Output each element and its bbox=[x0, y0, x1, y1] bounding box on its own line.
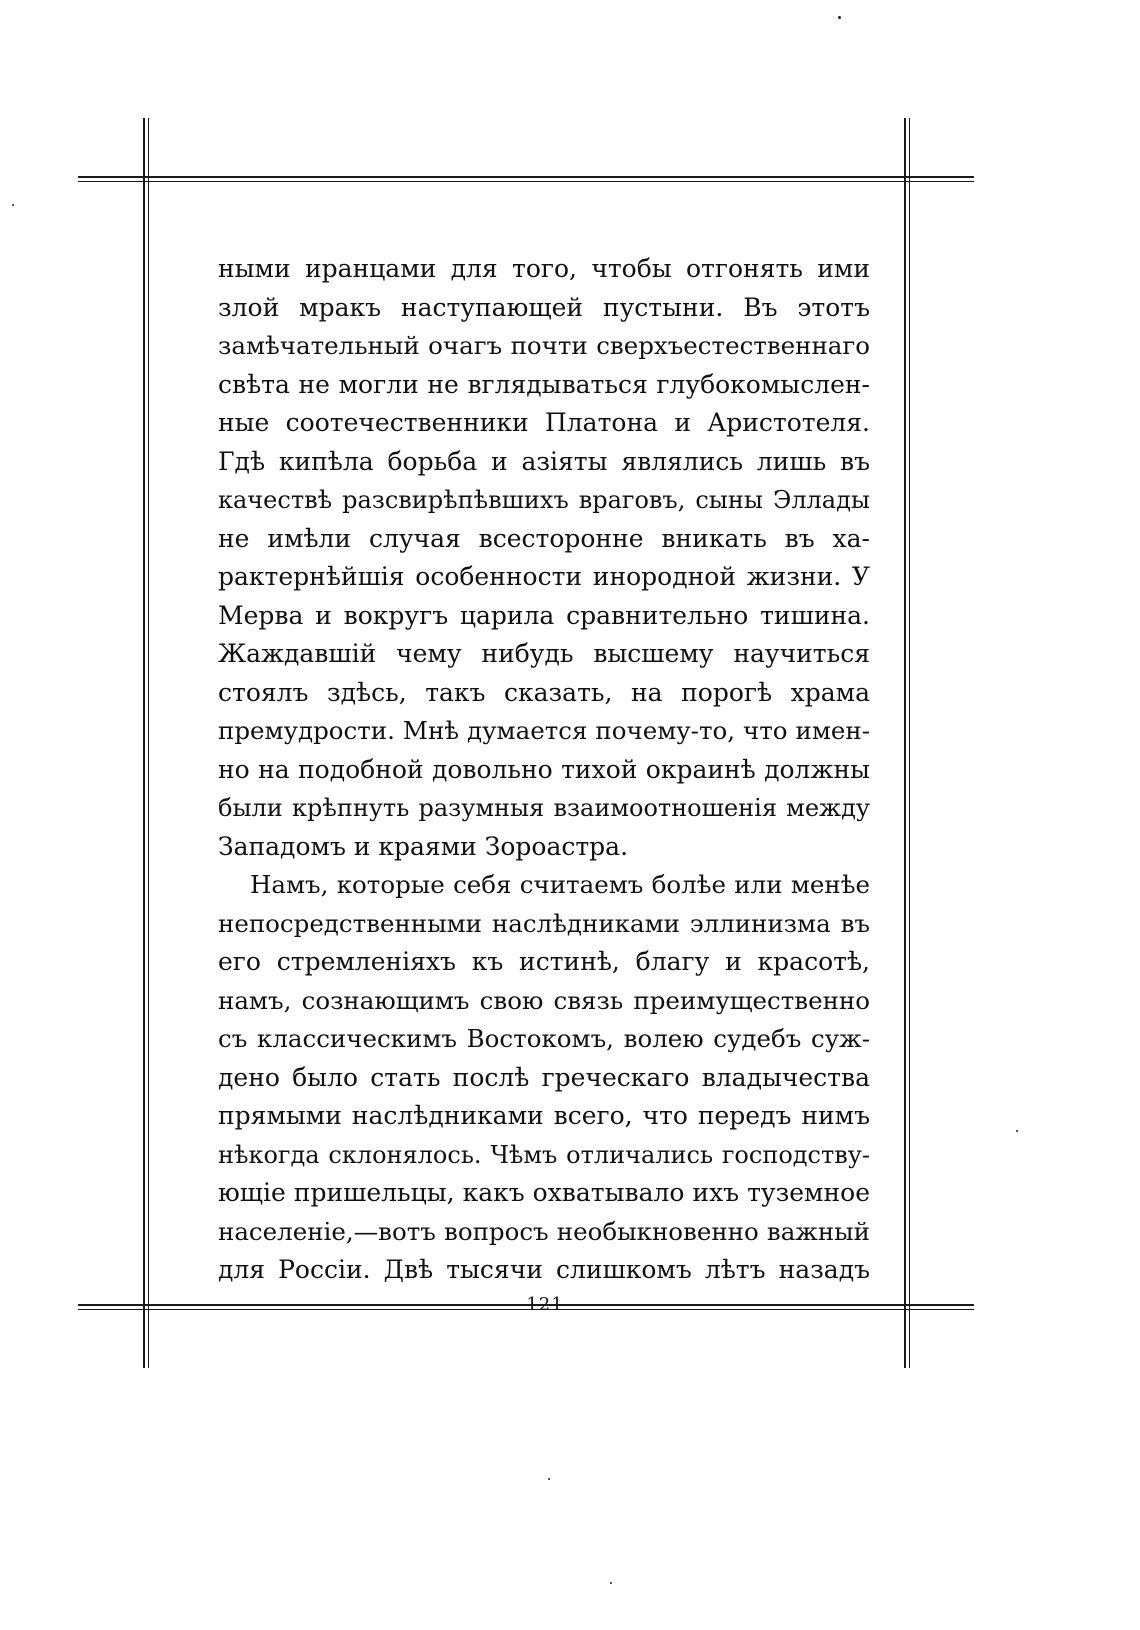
top-rule-outer bbox=[78, 176, 974, 178]
scan-speck bbox=[1016, 1130, 1018, 1132]
paragraph-2 bbox=[218, 866, 870, 1290]
text-line: дено было стать послѣ греческаго владычества bbox=[218, 1062, 870, 1092]
right-rule-outer bbox=[904, 118, 906, 1368]
scan-speck bbox=[548, 1478, 550, 1480]
text-line: Западомъ и краями Зороастра. bbox=[218, 831, 629, 861]
text-line: были крѣпнуть разумныя взаимоотношенія между bbox=[218, 794, 870, 822]
text-line: качествѣ разсвирѣпѣвшихъ враговъ, сыны Эллады bbox=[218, 486, 870, 514]
text-line: намъ, сознающимъ свою связь преимущественно bbox=[218, 985, 870, 1015]
text-line: но на подобной довольно тихой окраинѣ должны bbox=[218, 754, 870, 784]
top-rule-inner bbox=[78, 181, 974, 182]
text-line: свѣта не могли не вглядываться глубокомыслен- bbox=[218, 369, 870, 399]
text-line: премудрости. Мнѣ думается почему-то, что имен- bbox=[218, 716, 870, 745]
text-line: не имѣли случая всесторонне вникать въ ха- bbox=[218, 523, 870, 553]
text-line: злой мракъ наступающей пустыни. Въ этотъ bbox=[218, 292, 870, 322]
text-line: для Россіи. Двѣ тысячи слишкомъ лѣтъ назадъ bbox=[218, 1255, 870, 1284]
text-line: замѣчательный очагъ почти сверхъестественнаго bbox=[218, 331, 870, 360]
left-rule-inner bbox=[148, 118, 149, 1368]
text-line: нѣкогда склонялось. Чѣмъ отличались господству- bbox=[218, 1140, 870, 1169]
text-line: его стремленіяхъ къ истинѣ, благу и красотѣ, bbox=[218, 947, 870, 976]
left-rule-outer bbox=[143, 118, 145, 1368]
text-line: рактернѣйшія особенности инородной жизни. У bbox=[218, 562, 870, 591]
text-line: населеніе,—вотъ вопросъ необыкновенно важный bbox=[218, 1216, 870, 1246]
text-line: Мерва и вокругъ царила сравнительно тишина. bbox=[218, 600, 870, 630]
text-line: Гдѣ кипѣла борьба и азіяты являлись лишь въ bbox=[218, 446, 870, 476]
scan-speck bbox=[838, 16, 841, 19]
paragraph-1 bbox=[218, 250, 870, 866]
text-line: ющіе пришельцы, какъ охватывало ихъ туземное bbox=[218, 1178, 870, 1207]
text-line: непосредственными наслѣдниками эллинизма въ bbox=[218, 908, 870, 938]
body-text bbox=[218, 250, 870, 1290]
page-number: 121 bbox=[526, 1294, 564, 1315]
text-line: стоялъ здѣсь, такъ сказать, на порогѣ храма bbox=[218, 677, 870, 707]
scan-speck bbox=[610, 1582, 612, 1584]
right-rule-inner bbox=[909, 118, 910, 1368]
text-line: съ классическимъ Востокомъ, волею судебъ суж- bbox=[218, 1024, 870, 1053]
text-line: Намъ, которые себя считаемъ болѣе или менѣе bbox=[250, 870, 870, 899]
text-line: ные соотечественники Платона и Аристотеля. bbox=[218, 408, 870, 437]
text-line: прямыми наслѣдниками всего, что передъ нимъ bbox=[218, 1101, 870, 1130]
text-line: Жаждавшій чему нибудь высшему научиться bbox=[218, 639, 870, 668]
text-line: ными иранцами для того, чтобы отгонять ими bbox=[218, 254, 870, 283]
scan-speck bbox=[12, 204, 14, 206]
